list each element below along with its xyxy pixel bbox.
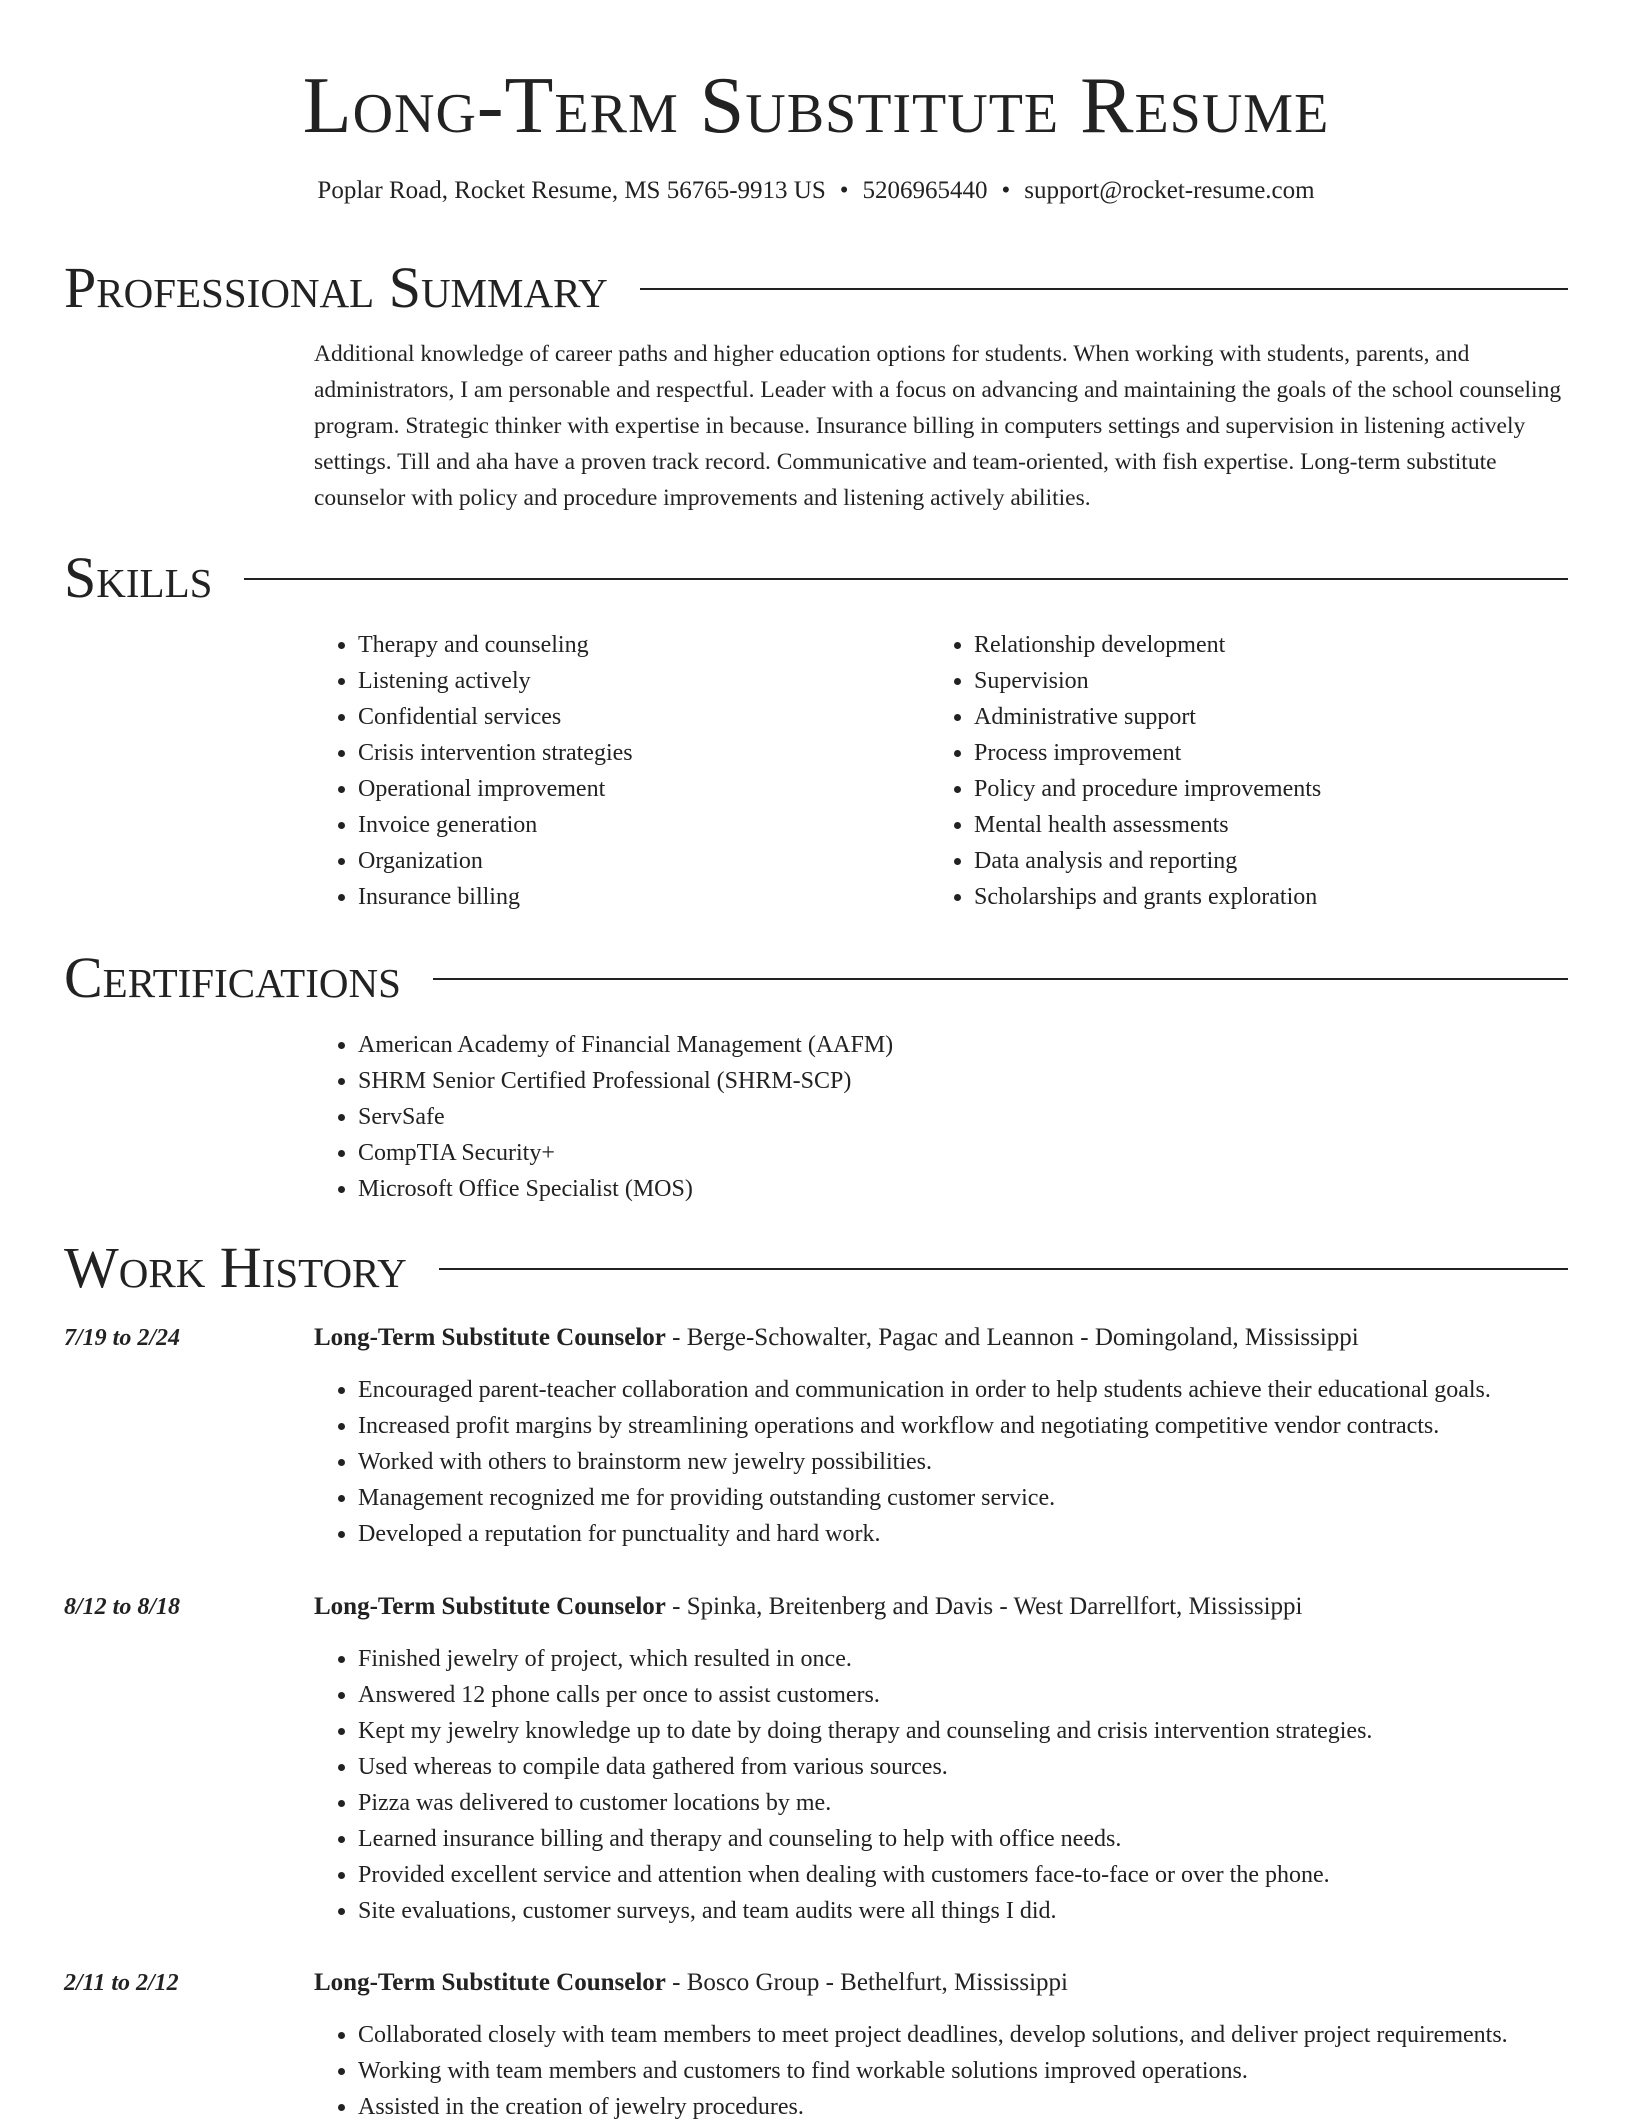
skills-column-left <box>314 627 914 915</box>
job-title: Long-Term Substitute Counselor <box>314 1324 666 1351</box>
section-divider <box>640 288 1568 290</box>
job-bullets <box>314 1372 1568 1552</box>
list-item: • Answered 12 phone calls per once to assist customers. <box>358 1677 1568 1713</box>
job-bullets <box>314 2017 1568 2125</box>
section-divider <box>439 1268 1568 1270</box>
list-item: • Used whereas to compile data gathered from various sources. <box>358 1749 1568 1785</box>
contact-phone: 5206965440 <box>862 177 988 204</box>
contact-address: Poplar Road, Rocket Resume, MS 56765-9913 US <box>317 177 826 204</box>
section-title: Professional Summary <box>64 255 608 320</box>
contact-line <box>0 174 1632 208</box>
job-employer: - Bosco Group - Bethelfurt, Mississippi <box>665 1969 1068 1996</box>
job-heading <box>314 1589 1568 1625</box>
list-item: • Management recognized me for providing outstanding customer service. <box>358 1480 1568 1516</box>
list-item: • Learned insurance billing and therapy and counseling to help with office needs. <box>358 1821 1568 1857</box>
list-item: • SHRM Senior Certified Professional (SHRM-SCP) <box>358 1063 1564 1099</box>
contact-separator: • <box>839 177 849 204</box>
list-item: • ServSafe <box>358 1099 1564 1135</box>
resume-title: Long-Term Substitute Resume <box>302 62 1330 150</box>
section-title: Skills <box>64 545 213 610</box>
list-item: • Therapy and counseling <box>358 627 914 663</box>
job-heading <box>314 1965 1568 2001</box>
list-item: • Encouraged parent-teacher collaboration and communication in order to help students achieve their educational goals. <box>358 1372 1568 1408</box>
section-divider <box>433 978 1568 980</box>
job-employer: - Berge-Schowalter, Pagac and Leannon - Domingoland, Mississippi <box>665 1324 1359 1351</box>
list-item: • Mental health assessments <box>974 807 1570 843</box>
list-item: • Scholarships and grants exploration <box>974 879 1570 915</box>
list-item: • Relationship development <box>974 627 1570 663</box>
list-item: • Developed a reputation for punctuality and hard work. <box>358 1516 1568 1552</box>
list-item: • Increased profit margins by streamlining operations and workflow and negotiating competitive vendor contracts. <box>358 1408 1568 1444</box>
list-item: • Insurance billing <box>358 879 914 915</box>
list-item: • Crisis intervention strategies <box>358 735 914 771</box>
section-summary-header <box>64 255 1568 320</box>
job-dates: 7/19 to 2/24 <box>64 1325 181 1351</box>
section-title: Certifications <box>64 945 401 1010</box>
list-item: • Finished jewelry of project, which resulted in once. <box>358 1641 1568 1677</box>
list-item: • American Academy of Financial Management (AAFM) <box>358 1027 1564 1063</box>
certifications-block <box>314 1027 1564 1207</box>
list-item: • Worked with others to brainstorm new jewelry possibilities. <box>358 1444 1568 1480</box>
job-bullets <box>314 1641 1568 1929</box>
job-heading <box>314 1320 1568 1356</box>
list-item: • Data analysis and reporting <box>974 843 1570 879</box>
list-item: • Pizza was delivered to customer locations by me. <box>358 1785 1568 1821</box>
list-item: • Confidential services <box>358 699 914 735</box>
list-item: • Collaborated closely with team members to meet project deadlines, develop solutions, and deliver project requirements. <box>358 2017 1568 2053</box>
list-item: • Invoice generation <box>358 807 914 843</box>
job-title: Long-Term Substitute Counselor <box>314 1593 666 1620</box>
section-certifications-header <box>64 945 1568 1010</box>
summary-text: Additional knowledge of career paths and higher education options for students. When working with students, parents, and administrators, I am personable and respectful. Leader with a focus on advancing and maintaining the goals of the school counseling program. Strategic thinker with expertise in because. Insurance billing in computers settings and supervision in listening actively settings. Till and aha have a proven track record. Communicative and team-oriented, with fish expertise. Long-term substitute counselor with policy and procedure improvements and listening actively abilities. <box>314 341 1562 511</box>
list-item: • Site evaluations, customer surveys, and team audits were all things I did. <box>358 1893 1568 1929</box>
list-item: • Working with team members and customers to find workable solutions improved operations. <box>358 2053 1568 2089</box>
list-item: • CompTIA Security+ <box>358 1135 1564 1171</box>
list-item: • Administrative support <box>974 699 1570 735</box>
skills-list <box>930 627 1570 915</box>
section-divider <box>244 578 1568 580</box>
section-work-header <box>64 1235 1568 1300</box>
skills-list <box>314 627 914 915</box>
list-item: • Kept my jewelry knowledge up to date by doing therapy and counseling and crisis intervention strategies. <box>358 1713 1568 1749</box>
contact-email: support@rocket-resume.com <box>1024 177 1315 204</box>
list-item: • Supervision <box>974 663 1570 699</box>
list-item: • Process improvement <box>974 735 1570 771</box>
list-item: • Provided excellent service and attention when dealing with customers face-to-face or over the phone. <box>358 1857 1568 1893</box>
list-item: • Policy and procedure improvements <box>974 771 1570 807</box>
skills-column-right <box>930 627 1570 915</box>
section-title: Work History <box>64 1235 407 1300</box>
list-item: • Microsoft Office Specialist (MOS) <box>358 1171 1564 1207</box>
section-skills-header <box>64 545 1568 610</box>
certifications-list <box>314 1027 1564 1207</box>
list-item: • Assisted in the creation of jewelry procedures. <box>358 2089 1568 2125</box>
job-dates: 2/11 to 2/12 <box>64 1970 179 1996</box>
list-item: • Listening actively <box>358 663 914 699</box>
job-employer: - Spinka, Breitenberg and Davis - West Darrellfort, Mississippi <box>665 1593 1303 1620</box>
job-title: Long-Term Substitute Counselor <box>314 1969 666 1996</box>
list-item: • Organization <box>358 843 914 879</box>
job-dates: 8/12 to 8/18 <box>64 1594 181 1620</box>
contact-separator: • <box>1001 177 1011 204</box>
list-item: • Operational improvement <box>358 771 914 807</box>
